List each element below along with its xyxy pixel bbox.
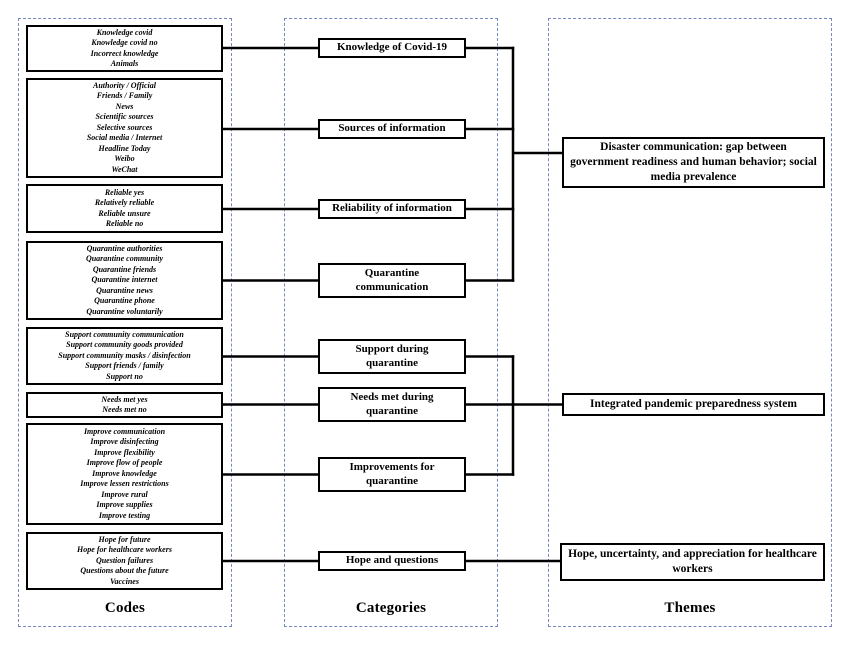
code-box-3 bbox=[26, 184, 223, 233]
code-item: Quarantine authorities bbox=[86, 243, 163, 253]
code-item: Support friends / family bbox=[85, 361, 164, 371]
code-item: Support community communication bbox=[65, 329, 184, 339]
code-item: Incorrect knowledge bbox=[90, 48, 159, 58]
categories-column bbox=[284, 18, 498, 627]
theme-label: Integrated pandemic preparedness system bbox=[590, 398, 797, 410]
category-box-1 bbox=[318, 38, 466, 58]
code-box-4 bbox=[26, 241, 223, 320]
code-item: Social media / Internet bbox=[86, 133, 163, 143]
code-item: Reliable no bbox=[105, 219, 144, 228]
category-label: Hope and questions bbox=[345, 554, 439, 567]
codes-column-label: Codes bbox=[104, 600, 146, 616]
code-item: Needs met no bbox=[102, 405, 147, 414]
theme-box-1 bbox=[562, 137, 825, 188]
category-label: Support during quarantine bbox=[355, 343, 429, 369]
category-label: Sources of information bbox=[338, 122, 446, 135]
code-item: Quarantine friends bbox=[92, 264, 157, 274]
code-box-6 bbox=[26, 392, 223, 418]
category-box-2 bbox=[318, 119, 466, 139]
code-item: WeChat bbox=[111, 164, 138, 174]
code-item: Scientific sources bbox=[95, 112, 154, 122]
theme-label: Hope, uncertainty, and appreciation for healthcare workers bbox=[568, 548, 817, 575]
code-item: Animals bbox=[110, 59, 139, 68]
category-box-7 bbox=[318, 457, 466, 492]
code-item: Headline Today bbox=[98, 143, 151, 153]
category-box-6 bbox=[318, 387, 466, 422]
code-item: Friends / Family bbox=[96, 91, 153, 101]
code-box-8 bbox=[26, 532, 223, 590]
code-item: Vaccines bbox=[110, 576, 139, 586]
code-item: Knowledge covid no bbox=[91, 38, 158, 47]
code-item: Improve lessen restrictions bbox=[80, 479, 169, 489]
code-item: Selective sources bbox=[96, 122, 153, 132]
code-item: Knowledge covid bbox=[96, 27, 153, 37]
code-item: Needs met yes bbox=[101, 394, 148, 404]
code-item: Question failures bbox=[95, 555, 154, 565]
code-item: Improve communication bbox=[83, 426, 166, 436]
code-item: Improve flexibility bbox=[94, 447, 155, 457]
themes-column bbox=[548, 18, 832, 627]
code-item: Quarantine phone bbox=[94, 296, 155, 306]
category-label: Needs met during quarantine bbox=[350, 391, 434, 417]
code-item: Quarantine news bbox=[96, 285, 153, 295]
code-item: Support community goods provided bbox=[66, 340, 183, 350]
code-item: Weibo bbox=[114, 154, 135, 164]
category-label: Quarantine communication bbox=[355, 267, 429, 293]
code-item: Hope for healthcare workers bbox=[77, 545, 172, 555]
code-box-1 bbox=[26, 25, 223, 72]
code-item: Authority / Official bbox=[93, 80, 156, 90]
code-item: Support community masks / disinfection bbox=[58, 350, 191, 360]
category-box-4 bbox=[318, 263, 466, 298]
code-box-7 bbox=[26, 423, 223, 525]
code-item: Improve flow of people bbox=[86, 458, 163, 468]
code-item: Questions about the future bbox=[80, 566, 169, 576]
theme-box-2 bbox=[562, 393, 825, 416]
code-item: Quarantine voluntarily bbox=[86, 306, 163, 316]
code-item: Support no bbox=[106, 371, 143, 381]
code-item: Improve rural bbox=[101, 489, 148, 499]
code-item: Quarantine internet bbox=[91, 275, 158, 285]
code-item: Improve testing bbox=[98, 510, 151, 520]
code-item: Improve disinfecting bbox=[90, 437, 159, 447]
category-box-8 bbox=[318, 551, 466, 571]
category-label: Improvements for quarantine bbox=[349, 461, 435, 487]
code-item: Hope for future bbox=[98, 534, 151, 544]
theme-box-3 bbox=[560, 543, 825, 581]
category-label: Reliability of information bbox=[332, 202, 452, 215]
code-item: Improve supplies bbox=[96, 500, 153, 510]
category-box-5 bbox=[318, 339, 466, 374]
code-item: Reliable unsure bbox=[98, 208, 151, 218]
code-item: Improve knowledge bbox=[92, 468, 157, 478]
theme-label: Disaster communication: gap between government readiness and human behavior; social media prevalence bbox=[570, 141, 817, 183]
code-box-2 bbox=[26, 78, 223, 178]
category-label: Knowledge of Covid-19 bbox=[337, 41, 447, 54]
category-box-3 bbox=[318, 199, 466, 219]
code-item: Reliable yes bbox=[104, 187, 145, 197]
themes-column-label: Themes bbox=[664, 600, 716, 616]
code-item: Relatively reliable bbox=[94, 198, 155, 207]
code-box-5 bbox=[26, 327, 223, 385]
categories-column-label: Categories bbox=[355, 600, 427, 616]
code-item: News bbox=[115, 101, 134, 111]
code-item: Quarantine community bbox=[85, 254, 164, 264]
